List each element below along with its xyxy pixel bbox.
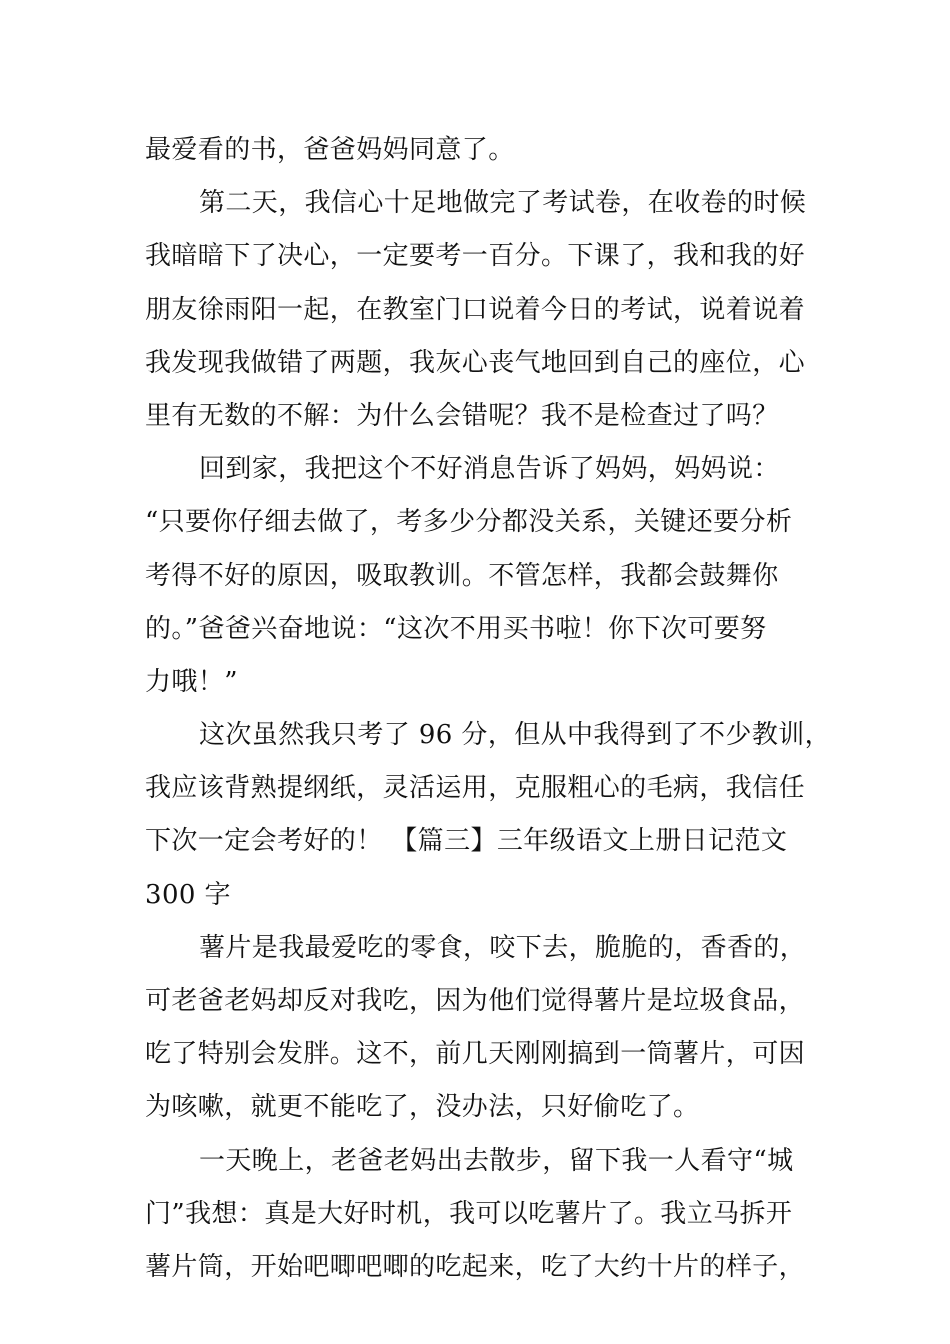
paragraph-first-line: 第二天，我信心十足地做完了考试卷，在收卷的时候: [199, 188, 807, 219]
text-line: 为咳嗽，就更不能吃了，没办法，只好偷吃了。: [145, 1092, 700, 1123]
text-line: 门”我想：真是大好时机，我可以吃薯片了。我立马拆开: [145, 1198, 793, 1229]
paragraph-first-line: 一天晚上，老爸老妈出去散步，留下我一人看守“城: [199, 1145, 794, 1176]
text-line: 300 字: [145, 879, 231, 910]
text-line: 考得不好的原因，吸取教训。不管怎样，我都会鼓舞你: [145, 560, 779, 591]
text-line: 的。”爸爸兴奋地说：“这次不用买书啦！你下次可要努: [145, 613, 767, 644]
paragraph-first-line: 回到家，我把这个不好消息告诉了妈妈，妈妈说：: [199, 454, 780, 485]
paragraph-first-line: 薯片是我最爱吃的零食，咬下去，脆脆的，香香的，: [199, 932, 807, 963]
text-line: 下次一定会考好的！ 【篇三】三年级语文上册日记范文: [145, 826, 788, 857]
text-line: 力哦！”: [145, 666, 238, 697]
text-line: 吃了特别会发胖。这不，前几天刚刚搞到一筒薯片，可因: [145, 1039, 806, 1070]
document-body: [145, 124, 832, 1294]
text-line: “只要你仔细去做了，考多少分都没关系，关键还要分析: [145, 507, 793, 538]
paragraph-first-line: 这次虽然我只考了 96 分，但从中我得到了不少教训，: [199, 720, 832, 751]
text-line: 里有无数的不解：为什么会错呢？我不是检查过了吗？: [145, 400, 779, 431]
text-line: 我暗暗下了决心，一定要考一百分。下课了，我和我的好: [145, 241, 806, 272]
text-line: 最爱看的书，爸爸妈妈同意了。: [145, 135, 515, 165]
text-line: 薯片筒，开始吧唧吧唧的吃起来，吃了大约十片的样子，: [145, 1251, 806, 1282]
text-line: 我应该背熟提纲纸，灵活运用，克服粗心的毛病，我信任: [145, 773, 806, 804]
text-line: 朋友徐雨阳一起，在教室门口说着今日的考试，说着说着: [145, 294, 806, 325]
text-line: 我发现我做错了两题，我灰心丧气地回到自己的座位，心: [145, 347, 806, 378]
text-line: 可老爸老妈却反对我吃，因为他们觉得薯片是垃圾食品，: [145, 986, 806, 1016]
